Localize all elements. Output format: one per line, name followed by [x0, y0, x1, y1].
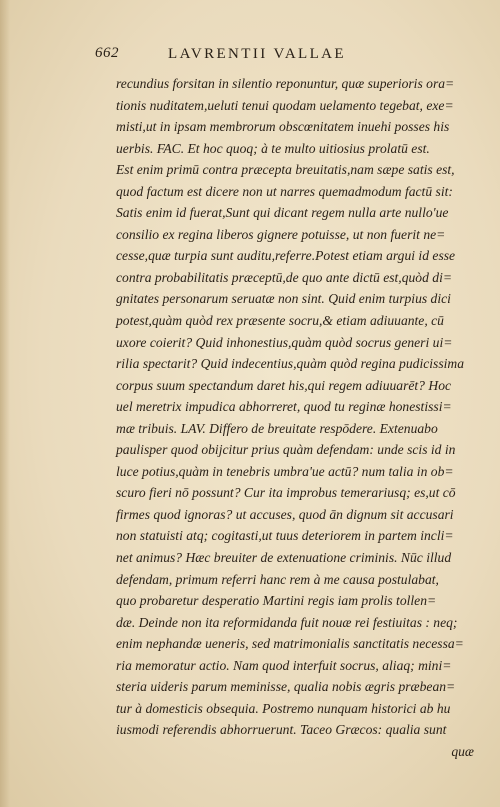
text-line: quod factum est dicere non ut narres quemadmodum factū sit: — [116, 183, 453, 199]
text-line: enim nephandæ ueneris, sed matrimonialis sanctitatis necessa= — [116, 636, 464, 652]
text-line: rilia spectarit? Quid indecentius,quàm quòd regina pudicissima — [116, 356, 465, 372]
text-line: non statuisti atq; cogitasti,ut tuus deteriorem in partem incli= — [116, 528, 454, 544]
text-line: cesse,quæ turpia sunt auditu,referre.Potest etiam argui id esse — [116, 248, 456, 264]
text-line: gnitates personarum seruatæ non sint. Quid enim turpius dici — [116, 291, 451, 307]
running-head — [95, 45, 475, 69]
text-line: uxore coierit? Quid inhonestius,quàm quòd socrus generi ui= — [116, 334, 453, 350]
text-line: potest,quàm quòd rex præsente socru,& etiam adiuuante, cū — [116, 313, 444, 329]
text-line: uel meretrix impudica abhorreret, quod tu reginæ honestissi= — [116, 399, 452, 415]
text-line: Est enim primū contra præcepta breuitatis,nam sæpe satis est, — [116, 162, 455, 178]
page-gutter-shadow — [0, 0, 10, 807]
text-line: dæ. Deinde non ita reformidanda fuit nouæ rei festiuitas : neq; — [116, 614, 458, 630]
text-line: steria uideris parum meminisse, qualia nobis ægris præbean= — [116, 679, 456, 695]
text-line: scuro fieri nō possunt? Cur ita improbus temerariusq; es,ut cō — [116, 485, 456, 501]
text-line: net animus? Hæc breuiter de extenuatione criminis. Nūc illud — [116, 550, 452, 566]
body-text — [116, 73, 474, 763]
text-line: consilio ex regina liberos gignere potuisse, ut non fuerit ne= — [116, 226, 446, 242]
running-head-title: LAVRENTII VALLAE — [168, 46, 346, 62]
text-line: misti,ut in ipsam membrorum obscœnitatem inuehi posses his — [116, 119, 450, 135]
text-line: contra probabilitatis præceptū,de quo ante dictū est,quòd di= — [116, 269, 453, 285]
text-line: mæ tribuis. LAV. Differo de breuitate respōdere. Extenuabo — [116, 420, 438, 436]
text-line: tur à domesticis obsequia. Postremo nunquam historici ab hu — [116, 700, 451, 716]
text-line: quo probaretur desperatio Martini regis iam prolis tollen= — [116, 593, 437, 609]
page-number: 662 — [95, 45, 119, 61]
text-line: iusmodi referendis abhorruerunt. Taceo Græcos: qualia sunt — [116, 722, 447, 738]
catchword: quæ — [451, 743, 474, 759]
text-line: Satis enim id fuerat,Sunt qui dicant regem nulla arte nullo'ue — [116, 205, 449, 221]
text-line: luce potius,quàm in tenebris umbra'ue actū? num talia in ob= — [116, 463, 454, 479]
text-line: paulisper quod obijcitur prius quàm defendam: unde scis id in — [116, 442, 456, 458]
text-line: defendam, primum referri hanc rem à me causa postulabat, — [116, 571, 439, 587]
text-line: ria memoratur actio. Nam quod interfuit socrus, aliaq; mini= — [116, 657, 452, 673]
text-line: corpus suum spectandum daret his,qui regem adiuuarēt? Hoc — [116, 377, 452, 393]
text-line: recundius forsitan in silentio reponuntur, quæ superioris ora= — [116, 76, 455, 91]
text-line: tionis nuditatem,ueluti tenui quodam uelamento tegebat, exe= — [116, 97, 454, 113]
text-line: uerbis. FAC. Et hoc quoq; à te multo uitiosius prolatū est. — [116, 140, 430, 156]
text-line: firmes quod ignoras? ut accuses, quod ān dignum sit accusari — [116, 506, 454, 522]
